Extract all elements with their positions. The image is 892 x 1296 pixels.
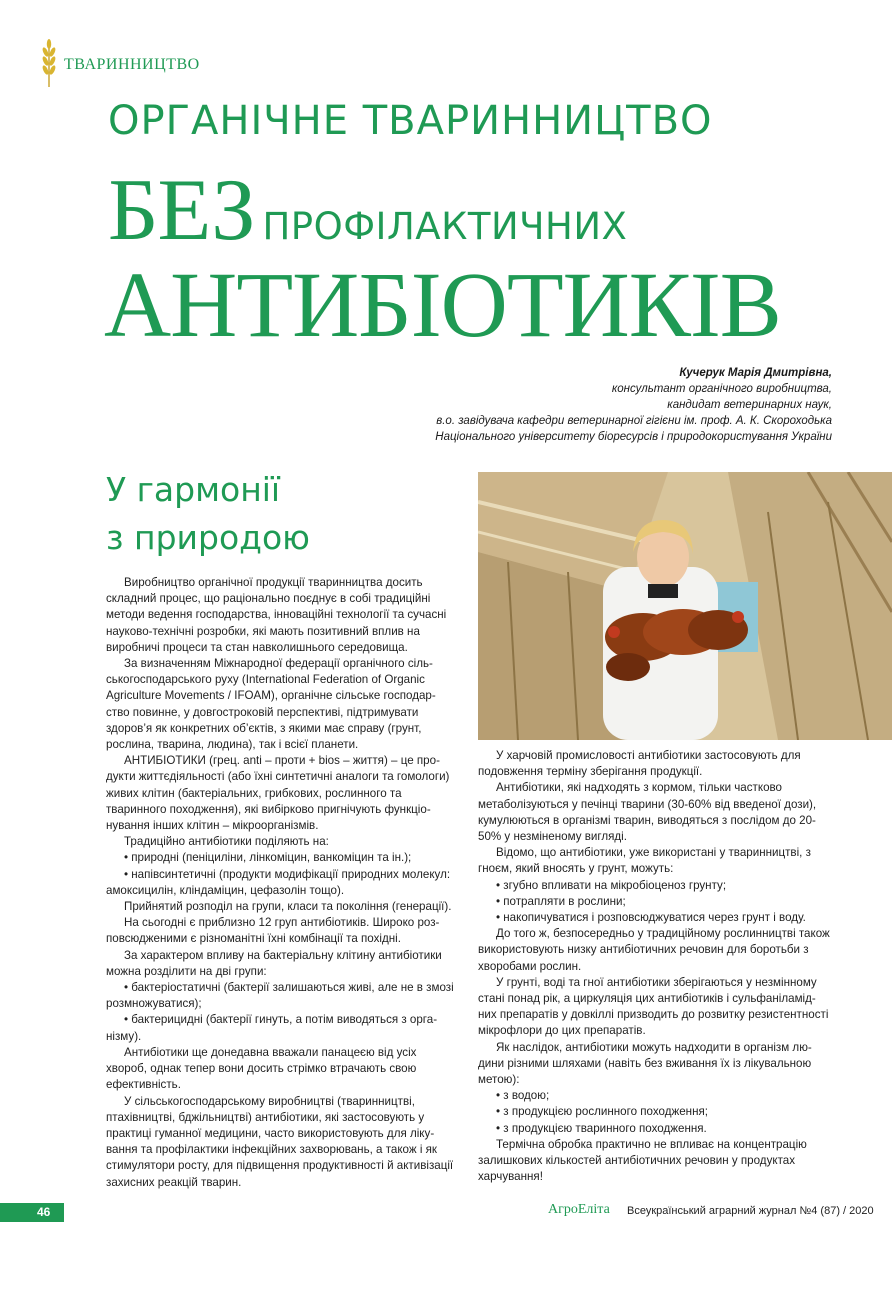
- article-photo: [478, 472, 892, 740]
- wheat-icon: [40, 38, 58, 93]
- paragraph: Термічна обробка практично не впливає на концентрацію залишкових кількостей антибіотичних речовин у продуктах харчування!: [478, 1137, 807, 1184]
- author-name: Кучерук Марія Дмитрівна,: [679, 367, 832, 379]
- author-degree: кандидат ветеринарних наук,: [667, 399, 832, 411]
- list-item: • з продукцією рослинного походження;: [496, 1105, 708, 1119]
- magazine-info: Всеукраїнський аграрний журнал №4 (87) / 2020: [627, 1205, 874, 1217]
- subtitle-line-1: У гармонії: [106, 470, 281, 509]
- paragraph: До того ж, безпосередньо у традиційному рослинництві також використовують низку антибіотичних речовин для боротьби з хворобами рослин.: [478, 927, 830, 973]
- author-block: [435, 365, 832, 445]
- paragraph: Виробництво органічної продукції тваринництва досить складний процес, що раціонально поєднує в собі традиційні методи ведення господарства, інноваційні технології та сучасні науково-технічні розробки, які мають позитивний вплив на виробничі процеси та стан навколишнього середовища.: [106, 576, 447, 654]
- section-label: ТВАРИННИЦТВО: [64, 56, 200, 73]
- page-number: 46: [37, 1205, 51, 1219]
- subtitle-line-2: з природою: [106, 518, 310, 557]
- paragraph: Антибіотики, які надходять з кормом, тільки частково метаболізуються у печінці тварини (30-60% від введеної дози), кумулюються в організмі тварин, виводяться з послідом до 20-50% у незміненому вигляді.: [478, 781, 817, 844]
- subtitle: [106, 466, 310, 562]
- list-item: • згубно впливати на мікробіоценоз грунту;: [496, 878, 727, 892]
- paragraph: На сьогодні є приблизно 12 груп антибіотиків. Широко розповсюдженими є різноманітні їхні комбінації та похідні.: [106, 916, 440, 946]
- article-column-2: [478, 748, 830, 1185]
- title-line-3: АНТИБІОТИКІВ: [104, 254, 781, 357]
- list-item: • з продукцією тваринного походження.: [496, 1121, 707, 1135]
- article-column-1: [106, 575, 454, 1191]
- section-header: [40, 40, 200, 90]
- footer-bar: [0, 1203, 64, 1222]
- list-item: • з водою;: [496, 1089, 550, 1103]
- list-item: • накопичуватися і розповсюджуватися через грунт і воду.: [496, 911, 806, 925]
- title-word-small: ПРОФІЛАКТИЧНИХ: [262, 205, 628, 248]
- author-title: в.о. завідувача кафедри ветеринарної гігієни ім. проф. А. К. Скороходька: [436, 415, 832, 427]
- paragraph: АНТИБІОТИКИ (грец. anti – проти + bios – життя) – це продукти життєдіяльності (або їхні синтетичні аналоги та гомологи) живих клітин (бактеріальних, грибкових, рослинного та тваринного походження), які вибірково пригнічують функціонування інших клітин – мікроорганізмів.: [106, 754, 450, 833]
- paragraph: За характером впливу на бактеріальну клітину антибіотики можна розділити на дві групи:: [106, 948, 442, 978]
- paragraph: Як наслідок, антибіотики можуть надходити в організм людини різними шляхами (навіть без вживання їх із лікувальною метою):: [478, 1040, 812, 1087]
- list-item: • природні (пеніциліни, лінкоміцин, ванкоміцин та ін.);: [124, 851, 412, 865]
- paragraph: У сільськогосподарському виробництві (тваринництві, птахівництві, бджільництві) антибіотики, які застосовують у практиці гуманної медицини, часто використовують для лікування та профілактики інфекційних захворювань, а також і як стимулятори росту, для підвищення продуктивності й активізації захисних реакцій тварин.: [106, 1094, 454, 1189]
- title-word-big: БЕЗ: [108, 162, 255, 259]
- paragraph: Традиційно антибіотики поділяють на:: [124, 835, 329, 849]
- paragraph: Антибіотики ще донедавна вважали панацеєю від усіх хвороб, однак тепер вони досить стрімко втрачають свою ефективність.: [106, 1045, 417, 1092]
- paragraph: Прийнятий розподіл на групи, класи та покоління (генерації).: [124, 900, 452, 914]
- paragraph: Відомо, що антибіотики, уже використані у тваринництві, з гноєм, який вносять у грунт, можуть:: [478, 846, 811, 876]
- author-position: консультант органічного виробництва,: [611, 383, 832, 395]
- paragraph: За визначенням Міжнародної федерації органічного сільськогосподарського руху (International Federation of Organic Agriculture Movements / IFOAM), органічне сільське господарство повинне, у довгостроковій перспективі, підтримувати здоров’я як конкретних об’єктів, з якими має справу (грунт, рослина, тварина, людина), так і всієї планети.: [106, 657, 436, 752]
- magazine-brand: АгроЕліта: [548, 1202, 610, 1217]
- list-item: • бактерицидні (бактерії гинуть, а потім виводяться з організму).: [106, 1013, 438, 1043]
- title-line-1: ОРГАНІЧНЕ ТВАРИННИЦТВО: [108, 98, 713, 144]
- paragraph: У харчовій промисловості антибіотики застосовують для подовження терміну зберігання продукції.: [478, 749, 801, 779]
- list-item: • бактеріостатичні (бактерії залишаються живі, але не в змозі розмножуватися);: [106, 981, 454, 1011]
- paragraph: У грунті, воді та гної антибіотики зберігаються у незмінному стані понад рік, а циркуляція цих антибіотиків і сульфаніламідних препаратів у довкіллі призводить до розвитку резистентності мікрофлори до цих препаратів.: [478, 975, 829, 1038]
- author-university: Національного університету біоресурсів і природокористування України: [435, 431, 832, 443]
- title-line-2: [108, 160, 627, 261]
- list-item: • напівсинтетичні (продукти модифікації природних молекул: амоксицилін, кліндаміцин, цефазолін тощо).: [106, 867, 451, 897]
- list-item: • потрапляти в рослини;: [496, 894, 626, 908]
